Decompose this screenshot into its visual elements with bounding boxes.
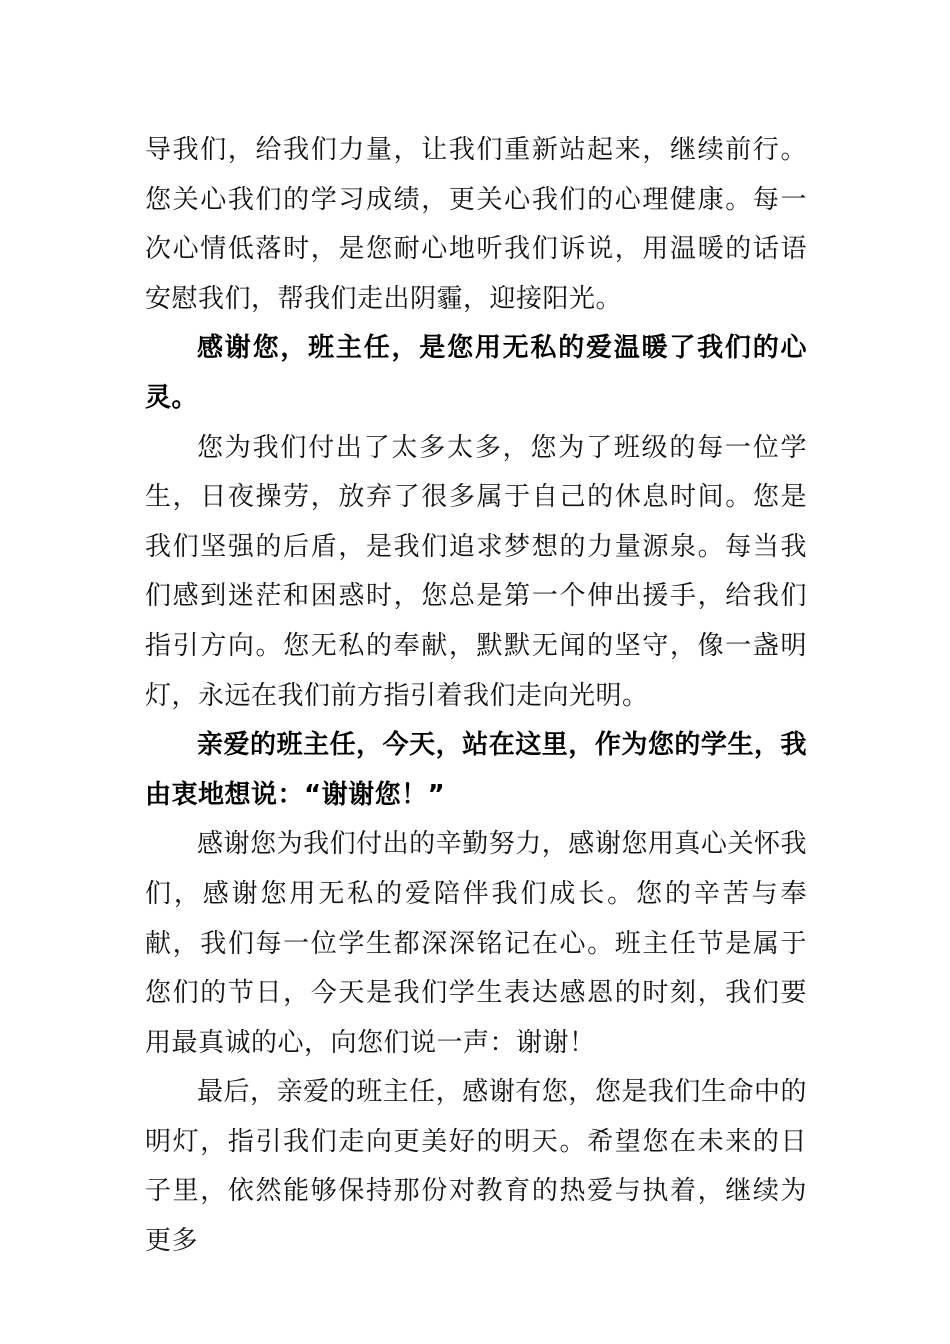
paragraph-heading-gratitude: 亲爱的班主任，今天，站在这里，作为您的学生，我由衷地想说：“谢谢您！”: [145, 730, 807, 810]
paragraph-dedication: 您为我们付出了太多太多，您为了班级的每一位学生，日夜操劳，放弃了很多属于自己的休息时间。您是我们坚强的后盾，是我们追求梦想的力量源泉。每当我们感到迷茫和困惑时，您总是第一个伸出援手，给我们指引方向。您无私的奉献，默默无闻的坚守，像一盏明灯，永远在我们前方指引着我们走向光明。: [145, 432, 807, 711]
document-body: [145, 126, 807, 1267]
paragraph-continued: 导我们，给我们力量，让我们重新站起来，继续前行。您关心我们的学习成绩，更关心我们的心理健康。每一次心情低落时，是您耐心地听我们诉说，用温暖的话语安慰我们，帮我们走出阴霾，迎接阳光。: [145, 135, 807, 314]
paragraph-closing: 最后，亲爱的班主任，感谢有您，您是我们生命中的明灯，指引我们走向更美好的明天。希望您在未来的日子里，依然能够保持那份对教育的热爱与执着，继续为更多: [145, 1077, 807, 1257]
paragraph-heading-thanks: 感谢您，班主任，是您用无私的爱温暖了我们的心灵。: [145, 333, 807, 413]
paragraph-appreciation: 感谢您为我们付出的辛勤努力，感谢您用真心关怀我们，感谢您用无私的爱陪伴我们成长。您的辛苦与奉献，我们每一位学生都深深铭记在心。班主任节是属于您们的节日，今天是我们学生表达感恩的时刻，我们要用最真诚的心，向您们说一声：谢谢！: [145, 829, 807, 1058]
